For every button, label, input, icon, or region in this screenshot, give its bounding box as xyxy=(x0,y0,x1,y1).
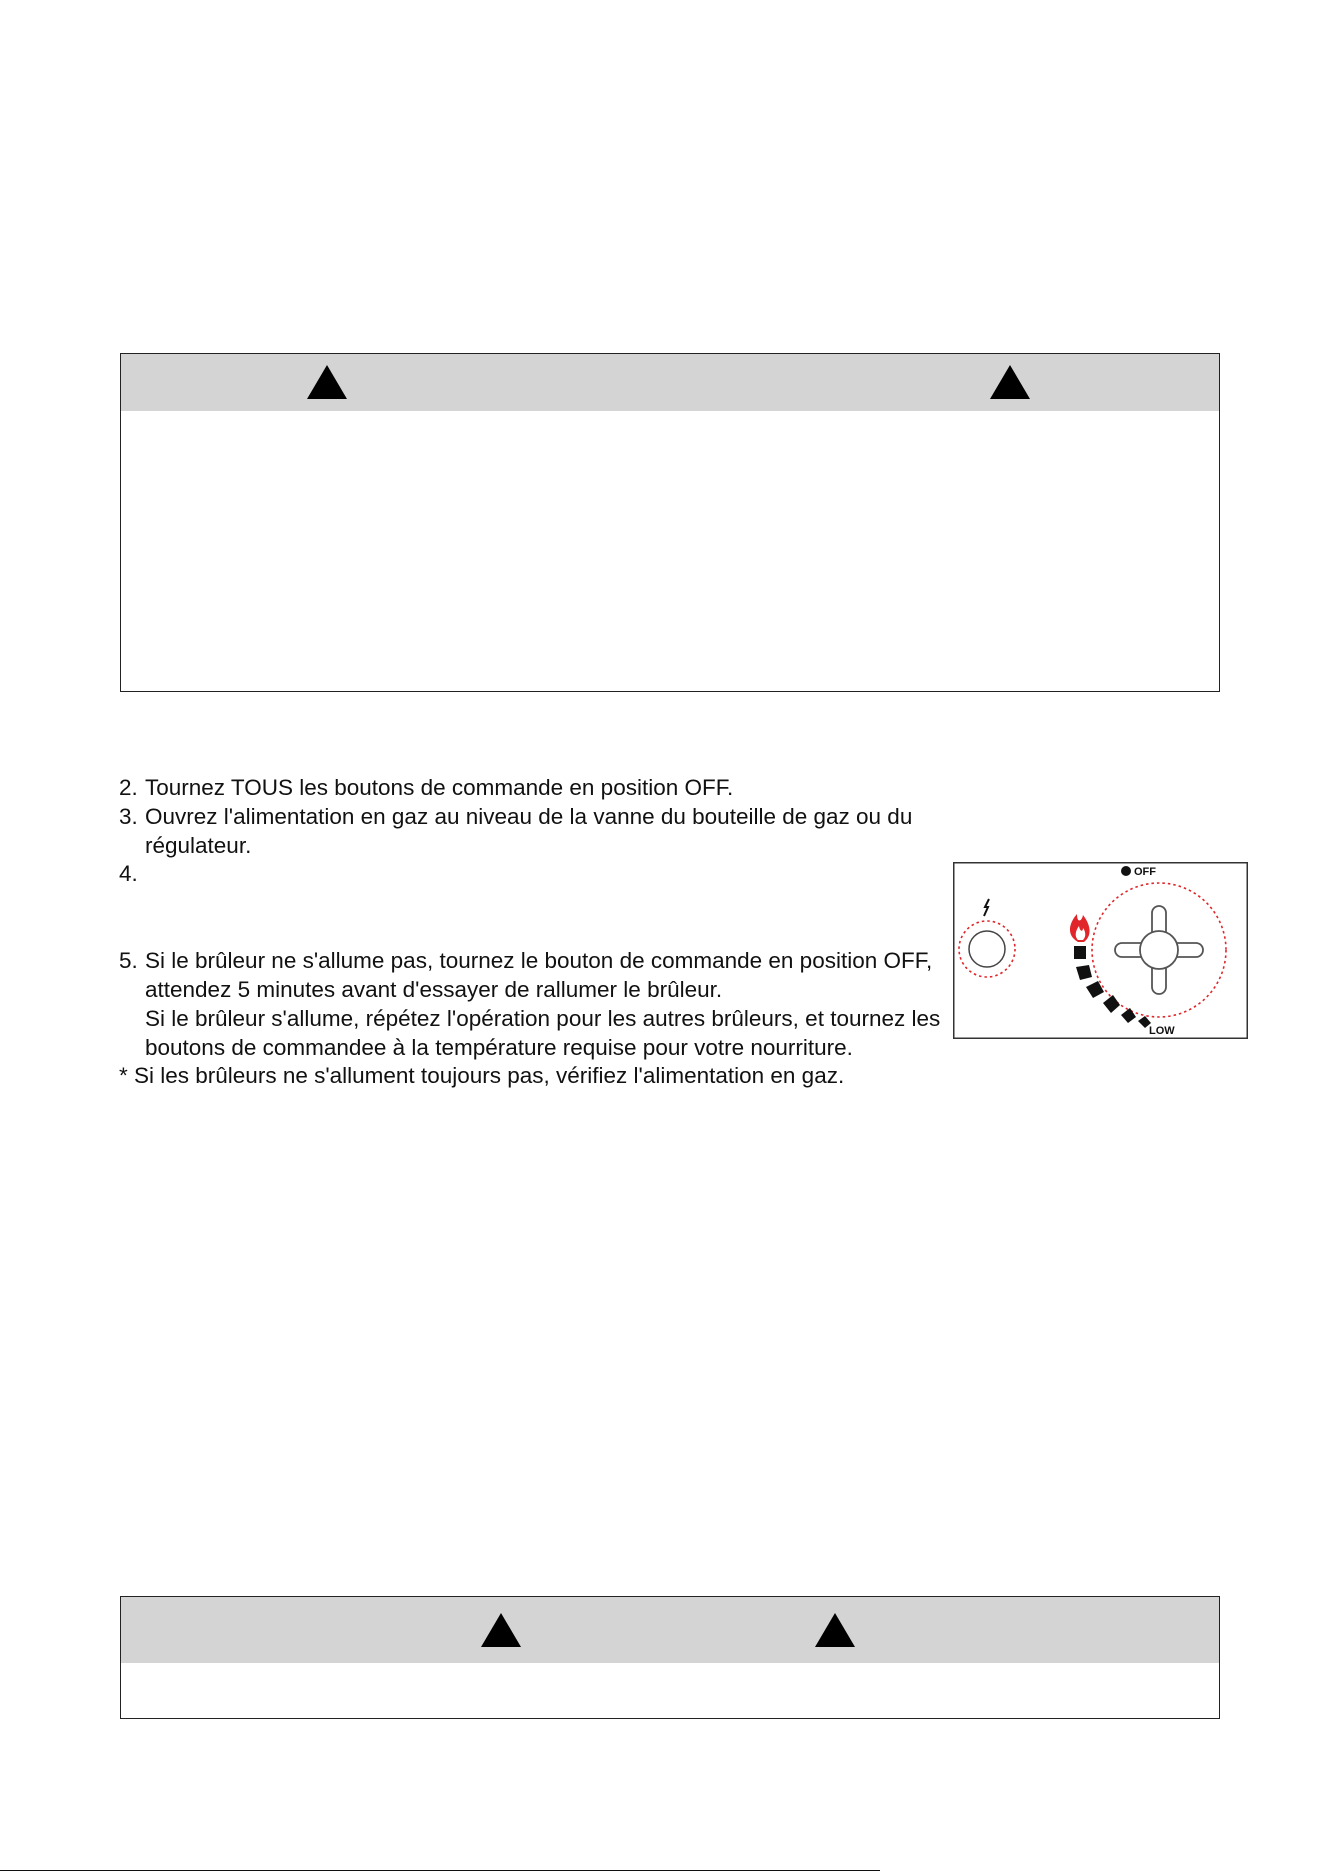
step-line: Ouvrez l'alimentation en gaz au niveau de la vanne du bouteille de gaz ou du xyxy=(145,803,913,829)
footer-rule xyxy=(0,1870,880,1871)
step-line: boutons de commandee à la température requise pour votre nourriture. xyxy=(145,1034,853,1060)
step-4 xyxy=(119,860,949,889)
step-line: Si le brûleur ne s'allume pas, tournez le bouton de commande en position OFF, xyxy=(145,948,933,974)
off-dot-icon xyxy=(1121,866,1131,876)
step-line: attendez 5 minutes avant d'essayer de rallumer le brûleur. xyxy=(145,976,723,1002)
step-number: 5. xyxy=(119,948,138,974)
step-line xyxy=(145,860,949,889)
control-knob-figure xyxy=(953,862,1248,1039)
low-label: LOW xyxy=(1149,1025,1175,1037)
step-5 xyxy=(119,947,949,1062)
off-label: OFF xyxy=(1134,866,1156,878)
step-line: Si le brûleur s'allume, répétez l'opération pour les autres brûleurs, et tournez les xyxy=(145,1005,941,1031)
warning-triangle-icon xyxy=(306,364,348,400)
step-number: 4. xyxy=(119,861,138,887)
troubleshooting-note: * Si les brûleurs ne s'allument toujours pas, vérifiez l'alimentation en gaz. xyxy=(119,1063,845,1089)
warning-triangle-icon xyxy=(480,1612,522,1648)
step-2 xyxy=(119,774,949,803)
warning-box-bottom xyxy=(120,1596,1220,1719)
warning-header-top xyxy=(121,354,1219,411)
warning-triangle-icon xyxy=(814,1612,856,1648)
step-3 xyxy=(119,803,949,861)
lighting-instructions xyxy=(119,774,949,1091)
step-line: Tournez TOUS les boutons de commande en position OFF. xyxy=(145,775,734,800)
step-line: régulateur. xyxy=(145,832,252,858)
warning-box-top xyxy=(120,353,1220,692)
step-number: 2. xyxy=(119,775,138,800)
step-number: 3. xyxy=(119,803,138,829)
ignition-button xyxy=(969,931,1005,967)
spacer xyxy=(119,889,949,947)
warning-triangle-icon xyxy=(989,364,1031,400)
warning-header-bottom xyxy=(121,1597,1219,1663)
